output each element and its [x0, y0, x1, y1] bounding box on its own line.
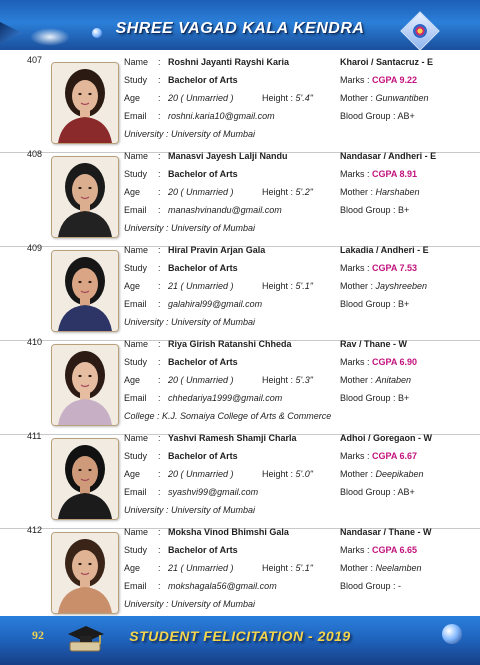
header-title: SHREE VAGAD KALA KENDRA	[115, 20, 365, 37]
study-value: Bachelor of Arts	[168, 263, 238, 273]
institution-line: University : University of Mumbai	[124, 317, 256, 327]
student-name: Riya Girish Ratanshi Chheda	[168, 339, 292, 349]
colon: :	[158, 451, 161, 461]
height-value: 5'.4"	[295, 93, 313, 103]
blood-group-label: Blood Group :	[340, 205, 399, 215]
email-label: Email	[124, 299, 147, 309]
mother-label: Mother :	[340, 375, 376, 385]
height-label: Height :	[262, 469, 296, 479]
mother-label: Mother :	[340, 469, 376, 479]
colon: :	[158, 581, 161, 591]
colon: :	[158, 281, 161, 291]
height-field	[262, 375, 313, 385]
footer-banner	[0, 616, 480, 665]
marks-label: Marks :	[340, 75, 373, 85]
blood-group-label: Blood Group :	[340, 487, 398, 497]
colon: :	[158, 263, 161, 273]
name-label: Name	[124, 433, 149, 443]
blood-group-label: Blood Group :	[340, 111, 398, 121]
colon: :	[158, 339, 161, 349]
email-value: syashvi99@gmail.com	[168, 487, 259, 497]
record-number: 408	[27, 149, 43, 159]
blood-group-value: B+	[398, 205, 410, 215]
mother-label: Mother :	[340, 281, 376, 291]
study-label: Study	[124, 357, 148, 367]
mother-value: Deepikaben	[375, 469, 424, 479]
name-label: Name	[124, 527, 149, 537]
mother-field	[340, 187, 420, 197]
marks-value: CGPA 7.53	[372, 263, 418, 273]
email-label: Email	[124, 487, 147, 497]
student-photo	[51, 62, 119, 144]
student-record	[0, 245, 480, 337]
marks-label: Marks :	[340, 357, 373, 367]
marks-value: CGPA 6.90	[372, 357, 418, 367]
mother-value: Gunwantiben	[375, 93, 429, 103]
study-label: Study	[124, 451, 148, 461]
colon: :	[158, 151, 161, 161]
marks-value: CGPA 6.65	[372, 545, 418, 555]
marks-label: Marks :	[340, 451, 373, 461]
marks-label: Marks :	[340, 263, 373, 273]
age-value: 21 ( Unmarried )	[168, 563, 234, 573]
institution-line: University : University of Mumbai	[124, 505, 256, 515]
blood-group-value: B+	[398, 299, 410, 309]
globe-decoration	[442, 624, 462, 644]
study-value: Bachelor of Arts	[168, 75, 238, 85]
study-value: Bachelor of Arts	[168, 451, 238, 461]
student-photo	[51, 156, 119, 238]
marks-value: CGPA 6.67	[372, 451, 418, 461]
student-photo-drawing	[52, 533, 118, 613]
name-label: Name	[124, 151, 149, 161]
student-record	[0, 339, 480, 431]
height-value: 5'.1"	[295, 563, 313, 573]
mother-field	[340, 375, 411, 385]
student-record	[0, 151, 480, 243]
height-value: 5'.2"	[295, 187, 313, 197]
student-photo	[51, 250, 119, 332]
email-label: Email	[124, 111, 147, 121]
student-name: Manasvi Jayesh Lalji Nandu	[168, 151, 288, 161]
age-value: 20 ( Unmarried )	[168, 469, 234, 479]
colon: :	[158, 205, 161, 215]
age-label: Age	[124, 281, 141, 291]
blood-group-field	[340, 299, 409, 309]
student-name: Yashvi Ramesh Shamji Charla	[168, 433, 297, 443]
student-photo-drawing	[52, 63, 118, 143]
colon: :	[158, 487, 161, 497]
institution-line: College : K.J. Somaiya College of Arts & Commerce	[124, 411, 332, 421]
age-value: 20 ( Unmarried )	[168, 375, 234, 385]
email-label: Email	[124, 581, 147, 591]
mother-label: Mother :	[340, 187, 376, 197]
blood-group-field	[340, 205, 409, 215]
colon: :	[158, 357, 161, 367]
student-name: Hiral Pravin Arjan Gala	[168, 245, 266, 255]
native-place-location: Lakadia / Andheri - E	[340, 245, 429, 255]
student-name: Roshni Jayanti Rayshi Karia	[168, 57, 290, 67]
colon: :	[158, 299, 161, 309]
header-banner	[0, 0, 480, 50]
name-label: Name	[124, 245, 149, 255]
age-value: 20 ( Unmarried )	[168, 93, 234, 103]
record-number: 410	[27, 337, 43, 347]
student-photo-drawing	[52, 157, 118, 237]
height-value: 5'.0"	[295, 469, 313, 479]
student-photo-drawing	[52, 251, 118, 331]
colon: :	[158, 57, 161, 67]
native-place-location: Rav / Thane - W	[340, 339, 408, 349]
email-label: Email	[124, 205, 147, 215]
mother-value: Harshaben	[375, 187, 420, 197]
email-label: Email	[124, 393, 147, 403]
height-label: Height :	[262, 375, 296, 385]
marks-field	[340, 451, 417, 461]
mother-field	[340, 281, 427, 291]
study-value: Bachelor of Arts	[168, 169, 238, 179]
marks-field	[340, 263, 417, 273]
colon: :	[158, 187, 161, 197]
blood-group-value: AB+	[397, 111, 415, 121]
blood-group-value: -	[398, 581, 402, 591]
record-number: 412	[27, 525, 43, 535]
email-value: galahiral99@gmail.com	[168, 299, 263, 309]
blood-group-field	[340, 111, 415, 121]
study-label: Study	[124, 263, 148, 273]
mother-field	[340, 469, 424, 479]
email-value: manashvinandu@gmail.com	[168, 205, 282, 215]
mother-field	[340, 563, 422, 573]
study-value: Bachelor of Arts	[168, 357, 238, 367]
student-photo	[51, 438, 119, 520]
height-label: Height :	[262, 187, 296, 197]
email-value: chhedariya1999@gmail.com	[168, 393, 283, 403]
marks-field	[340, 357, 417, 367]
student-photo	[51, 344, 119, 426]
record-number: 411	[27, 431, 42, 441]
mother-field	[340, 93, 429, 103]
height-field	[262, 93, 313, 103]
study-value: Bachelor of Arts	[168, 545, 238, 555]
blood-group-value: AB+	[397, 487, 415, 497]
native-place-location: Kharoi / Santacruz - E	[340, 57, 434, 67]
name-label: Name	[124, 339, 149, 349]
marks-field	[340, 545, 417, 555]
name-label: Name	[124, 57, 149, 67]
height-label: Height :	[262, 281, 296, 291]
student-record	[0, 433, 480, 525]
colon: :	[158, 75, 161, 85]
colon: :	[158, 393, 161, 403]
blood-group-value: B+	[398, 393, 410, 403]
height-label: Height :	[262, 563, 296, 573]
mother-value: Jayshreeben	[375, 281, 428, 291]
colon: :	[158, 111, 161, 121]
blood-group-field	[340, 581, 401, 591]
blood-group-label: Blood Group :	[340, 581, 399, 591]
colon: :	[158, 563, 161, 573]
record-number: 407	[27, 55, 43, 65]
age-label: Age	[124, 563, 141, 573]
colon: :	[158, 93, 161, 103]
height-label: Height :	[262, 93, 296, 103]
age-value: 20 ( Unmarried )	[168, 187, 234, 197]
marks-label: Marks :	[340, 169, 373, 179]
height-field	[262, 281, 313, 291]
colon: :	[158, 169, 161, 179]
marks-field	[340, 169, 417, 179]
mother-label: Mother :	[340, 93, 376, 103]
blood-group-field	[340, 487, 415, 497]
study-label: Study	[124, 169, 148, 179]
native-place-location: Nandasar / Thane - W	[340, 527, 432, 537]
student-name: Moksha Vinod Bhimshi Gala	[168, 527, 289, 537]
footer-title: STUDENT FELICITATION - 2019	[129, 628, 351, 644]
email-value: mokshagala56@gmail.com	[168, 581, 277, 591]
page-number: 92	[32, 628, 44, 642]
marks-field	[340, 75, 417, 85]
marks-label: Marks :	[340, 545, 373, 555]
mother-label: Mother :	[340, 563, 376, 573]
colon: :	[158, 433, 161, 443]
marks-value: CGPA 9.22	[372, 75, 418, 85]
marks-value: CGPA 8.91	[372, 169, 418, 179]
student-photo	[51, 532, 119, 614]
organization-logo-icon	[400, 11, 440, 50]
native-place-location: Nandasar / Andheri - E	[340, 151, 437, 161]
colon: :	[158, 469, 161, 479]
colon: :	[158, 545, 161, 555]
native-place-location: Adhoi / Goregaon - W	[340, 433, 432, 443]
height-value: 5'.1"	[295, 281, 313, 291]
email-value: roshni.karia10@gmail.com	[168, 111, 275, 121]
student-record	[0, 527, 480, 619]
age-label: Age	[124, 93, 141, 103]
record-number: 409	[27, 243, 43, 253]
study-label: Study	[124, 75, 148, 85]
age-value: 21 ( Unmarried )	[168, 281, 234, 291]
student-photo-drawing	[52, 439, 118, 519]
height-value: 5'.3"	[295, 375, 313, 385]
age-label: Age	[124, 187, 141, 197]
age-label: Age	[124, 375, 141, 385]
colon: :	[158, 527, 161, 537]
blood-group-label: Blood Group :	[340, 393, 399, 403]
study-label: Study	[124, 545, 148, 555]
institution-line: University : University of Mumbai	[124, 599, 256, 609]
height-field	[262, 563, 313, 573]
institution-line: University : University of Mumbai	[124, 129, 256, 139]
institution-line: University : University of Mumbai	[124, 223, 256, 233]
colon: :	[158, 245, 161, 255]
colon: :	[158, 375, 161, 385]
student-photo-drawing	[52, 345, 118, 425]
mother-value: Anitaben	[375, 375, 412, 385]
age-label: Age	[124, 469, 141, 479]
blood-group-field	[340, 393, 409, 403]
mother-value: Neelamben	[375, 563, 422, 573]
height-field	[262, 469, 313, 479]
blood-group-label: Blood Group :	[340, 299, 399, 309]
height-field	[262, 187, 313, 197]
student-record	[0, 57, 480, 149]
